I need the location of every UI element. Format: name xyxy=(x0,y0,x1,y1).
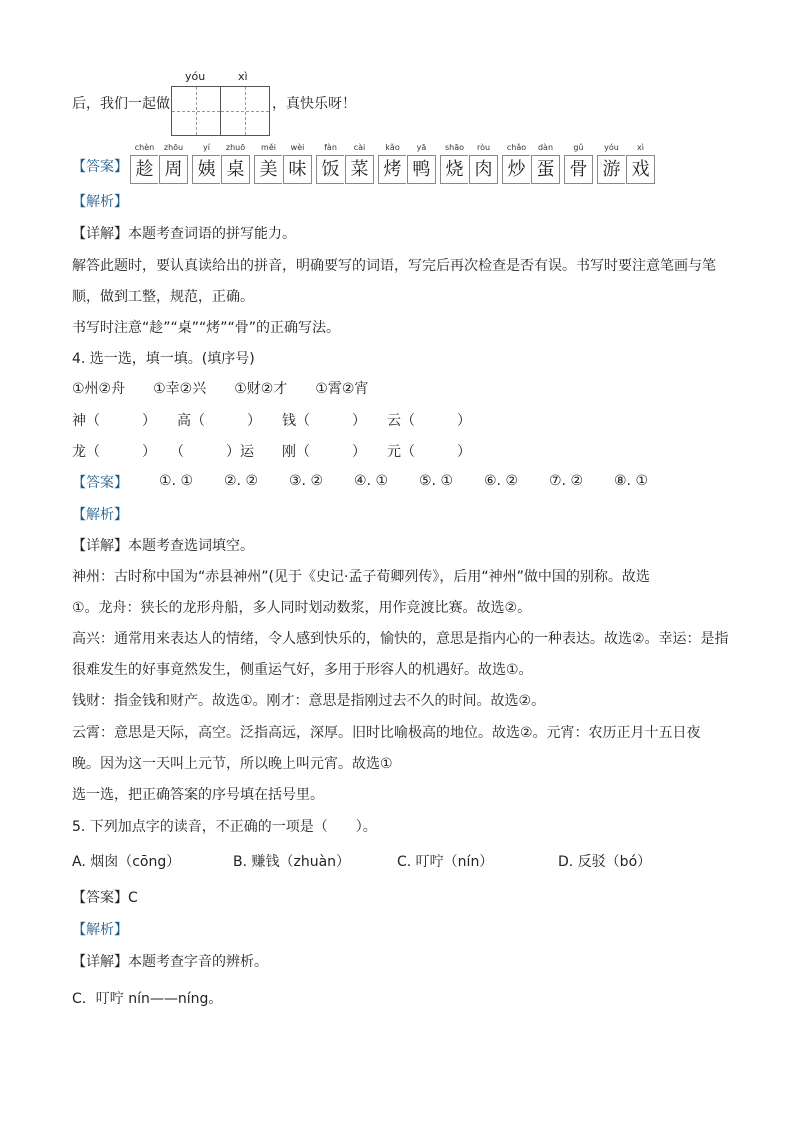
answer2-item: ②. ② xyxy=(224,473,259,489)
answer-pinyin: měi xyxy=(261,143,276,152)
answer-pinyin: chǎo xyxy=(506,143,527,152)
writing-cell xyxy=(221,86,270,136)
answer-char: 饭 xyxy=(316,155,344,184)
answer-pinyin: fàn xyxy=(324,143,337,152)
answer-label: 【答案】 xyxy=(72,159,128,175)
grid-pinyin-1: yóu xyxy=(185,70,206,83)
q4-row-1: 神（ ） 高（ ） 钱（ ） 云（ ） xyxy=(72,413,471,429)
answer-char: 炒 xyxy=(502,155,530,184)
answer-pinyin: ròu xyxy=(476,143,491,152)
answer-pinyin: zhōu xyxy=(163,143,184,152)
answer-char-cell xyxy=(378,143,407,184)
answer-char: 烧 xyxy=(440,155,468,184)
answer-char-cell xyxy=(564,143,593,184)
sentence-before: 后，我们一起做 xyxy=(72,96,170,112)
answer-pinyin: xì xyxy=(637,143,644,152)
answer-char-cell xyxy=(283,143,312,184)
q5-title: 5. 下列加点字的读音，不正确的一项是（ ）。 xyxy=(72,819,377,835)
explanation-1: 神州：古时称中国为“赤县神州”(见于《史记·孟子荀卿列传》，后用“神州”做中国的别称。故选 xyxy=(72,569,650,585)
answer-pinyin: yā xyxy=(416,143,427,152)
q5-option-b: B. 赚钱（zhuàn） xyxy=(233,854,351,870)
answer2-label: 【答案】 xyxy=(72,475,128,491)
final-note: C．叮咛 nín——níng。 xyxy=(72,991,223,1007)
explanation-5: 钱财：指金钱和财产。故选①。刚才：意思是指刚过去不久的时间。故选②。 xyxy=(72,693,546,709)
answer-pinyin: cài xyxy=(353,143,366,152)
analysis-label-3: 【解析】 xyxy=(72,922,128,938)
explanation-8: 选一选，把正确答案的序号填在括号里。 xyxy=(72,787,324,803)
answer-pinyin: yí xyxy=(203,143,210,152)
q5-option-c: C. 叮咛（nín） xyxy=(397,854,494,870)
answer-word xyxy=(254,143,312,184)
paragraph-1c: 书写时注意“趁”“桌”“烤”“骨”的正确写法。 xyxy=(72,320,341,336)
answer-pinyin: wèi xyxy=(290,143,305,152)
analysis-label-2: 【解析】 xyxy=(72,507,128,523)
answer-char-cell xyxy=(221,143,250,184)
answer-char-cell xyxy=(345,143,374,184)
detail-2: 【详解】本题考查选词填空。 xyxy=(72,538,254,554)
answer-char: 鸭 xyxy=(407,155,436,184)
paragraph-1a: 解答此题时，要认真读给出的拼音，明确要写的词语，写完后再次检查是否有误。书写时要注意笔画与笔 xyxy=(72,258,716,274)
answer-word xyxy=(130,143,188,184)
answer-char-cell xyxy=(626,143,655,184)
answer-char: 骨 xyxy=(564,155,593,184)
grid-pinyin-2: xì xyxy=(238,70,248,83)
q5-option-a: A. 烟囱（cōng） xyxy=(72,854,181,870)
answer-char: 游 xyxy=(597,155,625,184)
answer-char: 蛋 xyxy=(531,155,560,184)
answer-pinyin: chèn xyxy=(134,143,155,152)
sentence-after: ，真快乐呀！ xyxy=(272,96,356,112)
analysis-label: 【解析】 xyxy=(72,194,128,210)
writing-cell xyxy=(171,86,221,136)
answer2-item: ⑤. ① xyxy=(419,473,454,489)
explanation-3: 高兴：通常用来表达人的情绪，令人感到快乐的，愉快的，意思是指内心的一种表达。故选②。幸运：是指 xyxy=(72,631,729,647)
answer-char-cell xyxy=(407,143,436,184)
answer-char-cell xyxy=(597,143,626,184)
answer-word xyxy=(192,143,250,184)
q4-options: ①州②舟 ①幸②兴 ①财②才 ①霄②宵 xyxy=(72,381,369,397)
answer-char: 趁 xyxy=(130,155,158,184)
answer-word xyxy=(440,143,498,184)
answer3: 【答案】C xyxy=(72,890,138,906)
answer-char: 烤 xyxy=(378,155,406,184)
explanation-4: 很难发生的好事竟然发生，侧重运气好，多用于形容人的机遇好。故选①。 xyxy=(72,662,533,678)
answer-char: 周 xyxy=(159,155,188,184)
answer-word xyxy=(564,143,593,184)
answer-pinyin: zhuō xyxy=(225,143,246,152)
answer2-options xyxy=(159,473,679,489)
answer-char: 味 xyxy=(283,155,312,184)
answer2-item: ④. ① xyxy=(354,473,389,489)
explanation-7: 晚。因为这一天叫上元节，所以晚上叫元宵。故选① xyxy=(72,756,393,772)
answer-char: 肉 xyxy=(469,155,498,184)
answer-word xyxy=(316,143,374,184)
answer-pinyin: dàn xyxy=(537,143,554,152)
answer-char-cell xyxy=(254,143,283,184)
answer2-item: ⑦. ② xyxy=(549,473,584,489)
answer-char-cell xyxy=(531,143,560,184)
answer-characters xyxy=(130,143,659,184)
answer-char-cell xyxy=(192,143,221,184)
answer2-item: ⑧. ① xyxy=(614,473,649,489)
answer-char-cell xyxy=(469,143,498,184)
answer-char-cell xyxy=(130,143,159,184)
answer-pinyin: kǎo xyxy=(385,143,400,152)
answer-char: 美 xyxy=(254,155,282,184)
answer-pinyin: gǔ xyxy=(573,143,584,152)
answer2-item: ⑥. ② xyxy=(484,473,519,489)
answer2-item: ③. ② xyxy=(289,473,324,489)
paragraph-1b: 顺，做到工整，规范，正确。 xyxy=(72,289,254,305)
writing-grid xyxy=(171,86,270,136)
answer-char-cell xyxy=(316,143,345,184)
detail-3: 【详解】本题考查字音的辨析。 xyxy=(72,954,268,970)
q5-option-d: D. 反驳（bó） xyxy=(558,854,652,870)
answer-word xyxy=(378,143,436,184)
answer-char-cell xyxy=(502,143,531,184)
answer-char-cell xyxy=(159,143,188,184)
answer-char: 姨 xyxy=(192,155,220,184)
answer-pinyin: shāo xyxy=(444,143,465,152)
answer-char: 戏 xyxy=(626,155,655,184)
answer-char: 菜 xyxy=(345,155,374,184)
answer-char: 桌 xyxy=(221,155,250,184)
answer-char-cell xyxy=(440,143,469,184)
explanation-6: 云霄：意思是天际，高空。泛指高远，深厚。旧时比喻极高的地位。故选②。元宵：农历正月十五日夜 xyxy=(72,725,701,741)
explanation-2: ①。龙舟：狭长的龙形舟船，多人同时划动数浆，用作竞渡比赛。故选②。 xyxy=(72,600,532,616)
answer2-item: ①. ① xyxy=(159,473,194,489)
detail-1: 【详解】本题考查词语的拼写能力。 xyxy=(72,226,296,242)
q4-row-2: 龙（ ） （ ）运 刚（ ） 元（ ） xyxy=(72,444,471,460)
q4-title: 4. 选一选，填一填。(填序号) xyxy=(72,351,255,367)
answer-pinyin: yóu xyxy=(604,143,619,152)
answer-word xyxy=(502,143,560,184)
answer-word xyxy=(597,143,655,184)
